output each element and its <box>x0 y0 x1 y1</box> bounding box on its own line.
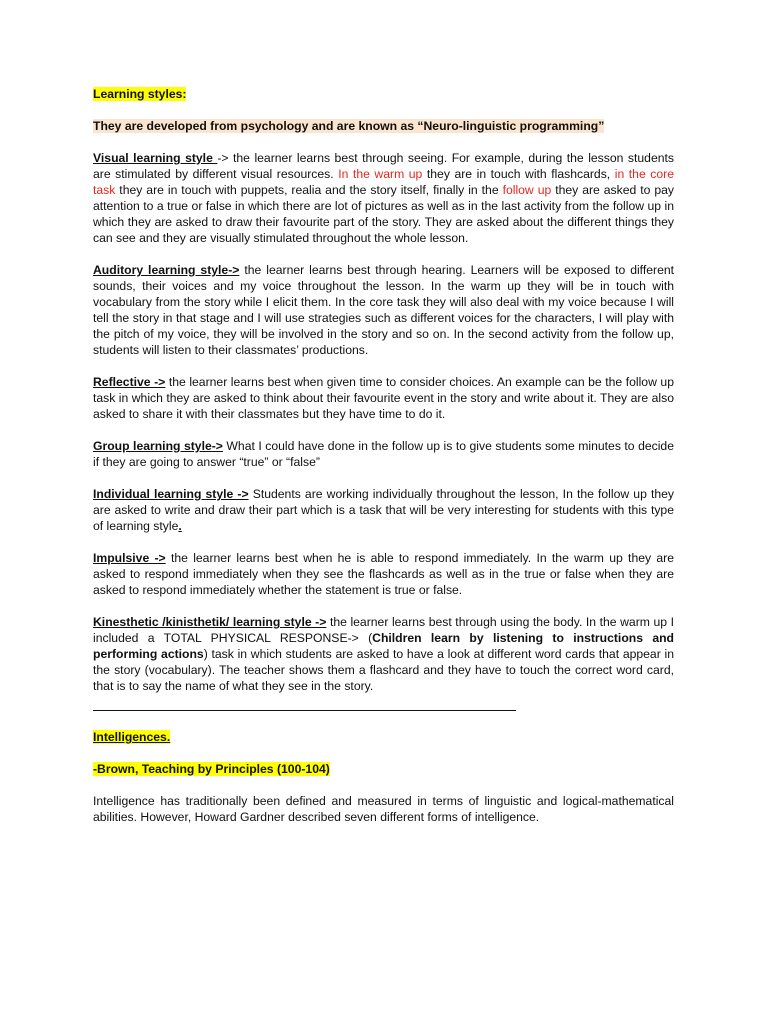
reflective-title: Reflective -> <box>93 375 166 389</box>
auditory-title: Auditory learning style-> <box>93 263 240 277</box>
kinesthetic-bold-tpr: Children learn by listening to instructions and performing actions <box>93 631 674 661</box>
nlp-heading-text: They are developed from psychology and are known as “Neuro-linguistic programming” <box>93 119 605 133</box>
visual-red-warmup: In the warm up <box>338 167 423 181</box>
visual-text-3: they are in touch with puppets, realia and the story itself, finally in the <box>115 183 503 197</box>
kinesthetic-text-2: ) task in which students are asked to have a look at different word cards that appear in the story (vocabulary). The teacher shows them a flashcard and they have to touch the correct word card, that is to say the name of what they see in the story. <box>93 647 674 693</box>
visual-red-coretask: in the core task <box>93 167 674 197</box>
reflective-text: the learner learns best when given time to consider choices. An example can be the follow up task in which they are asked to think about their favourite event in the story and write about it. They are also asked to share it with their classmates but they have time to do it. <box>93 375 674 421</box>
visual-text-2: they are in touch with flashcards, <box>422 167 615 181</box>
visual-text-4: they are asked to pay attention to a true or false in which there are lot of pictures as well as in the last activity from the follow up in which they are asked to draw their favourite part of the story. They are asked about the different things they can see and they are visually stimulated throughout the whole lesson. <box>93 183 675 245</box>
kinesthetic-title: Kinesthetic /kinisthetik/ learning style -> <box>93 615 327 629</box>
individual-text: Students are working individually throughout the lesson, In the follow up they are asked to write and draw their part which is a task that will be very interesting for students with this type of learning style <box>93 487 674 533</box>
kinesthetic-paragraph <box>93 614 674 694</box>
group-text: What I could have done in the follow up is to give students some minutes to decide if they are going to answer “true” or “false” <box>93 439 674 469</box>
visual-red-followup: follow up <box>502 183 552 197</box>
group-title: Group learning style-> <box>93 439 223 453</box>
learning-styles-heading-text: Learning styles: <box>93 87 187 101</box>
intelligence-paragraph: Intelligence has traditionally been defined and measured in terms of linguistic and logical-mathematical abilities. However, Howard Gardner described seven different forms of intelligence. <box>93 794 674 824</box>
individual-paragraph <box>93 486 674 534</box>
document-body <box>93 86 674 841</box>
auditory-text: the learner learns best through hearing. Learners will be exposed to different sounds, their voices and my voice throughout the lesson. In the warm up they will be in touch with vocabulary from the story while I elicit them. In the core task they will also deal with my voice because I will tell the story in that stage and I will use strategies such as different voices for the characters, I will play with the pitch of my voice, they will be involved in the story and so on. In the second activity from the follow up, students will listen to their classmates’ productions. <box>93 263 675 357</box>
kinesthetic-text-1: the learner learns best through using the body. In the warm up I included a TOTAL PHYSICAL RESPONSE-> ( <box>93 615 674 645</box>
individual-title: Individual learning style -> <box>93 487 249 501</box>
individual-end-period: . <box>178 519 182 533</box>
intelligences-heading <box>93 729 674 745</box>
brown-reference-heading <box>93 761 674 777</box>
impulsive-title: Impulsive -> <box>93 551 166 565</box>
impulsive-text: the learner learns best when he is able to respond immediately. In the warm up they are asked to respond immediately when they see the flashcards as well as in the true or false when they are asked to respond immediately whether the statement is true or false. <box>93 551 674 597</box>
visual-title: Visual learning style <box>93 151 218 165</box>
auditory-paragraph <box>93 262 674 358</box>
nlp-heading <box>93 118 674 134</box>
visual-paragraph <box>93 150 674 246</box>
brown-reference-text: -Brown, Teaching by Principles (100-104) <box>93 762 330 776</box>
horizontal-divider <box>93 710 516 711</box>
group-paragraph <box>93 438 674 470</box>
learning-styles-heading <box>93 86 674 102</box>
impulsive-paragraph <box>93 550 674 598</box>
intelligences-heading-text: Intelligences. <box>93 730 171 744</box>
visual-text-1: -> the learner learns best through seeing. For example, during the lesson students are stimulated by different visual resources. <box>93 151 674 181</box>
reflective-paragraph <box>93 374 674 422</box>
